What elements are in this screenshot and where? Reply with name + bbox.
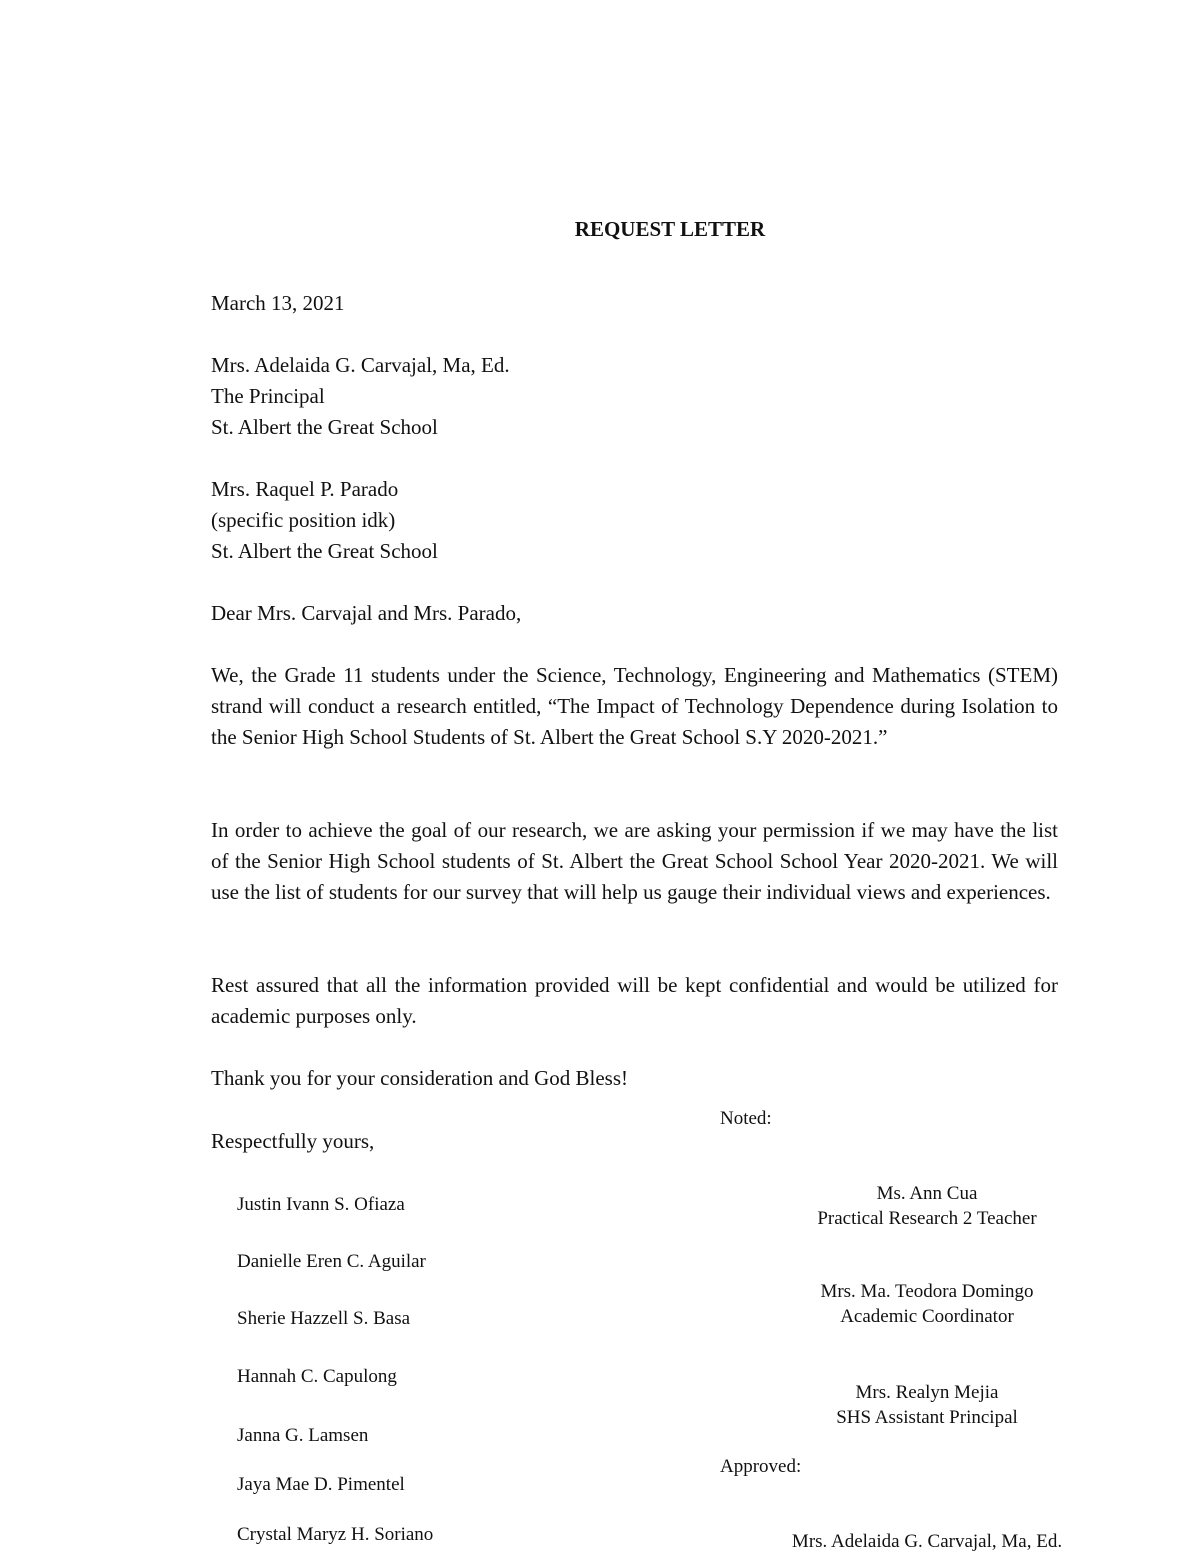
approved-label: Approved: xyxy=(720,1456,802,1477)
noted-signatory xyxy=(780,1181,1074,1231)
recipient-school: St. Albert the Great School xyxy=(211,415,438,439)
recipient-block xyxy=(211,350,510,443)
signatory-position: Practical Research 2 Teacher xyxy=(817,1208,1037,1229)
signer-name: Danielle Eren C. Aguilar xyxy=(237,1251,426,1272)
signer-name: Justin Ivann S. Ofiaza xyxy=(237,1194,405,1215)
thanks-line: Thank you for your consideration and God Bless! xyxy=(211,1066,628,1090)
recipient-position: (specific position idk) xyxy=(211,508,396,532)
recipient-name: Mrs. Raquel P. Parado xyxy=(211,477,399,501)
approved-signatory xyxy=(780,1529,1074,1554)
body-paragraph: We, the Grade 11 students under the Science, Technology, Engineering and Mathematics (STEM) strand will conduct a research entitled, “The Impact of Technology Dependence during Isolation to the Senior High School Students of St. Albert the Great School S.Y 2020-2021.” xyxy=(211,663,1058,749)
signatory-name: Mrs. Realyn Mejia xyxy=(855,1382,999,1403)
signatory-position: Academic Coordinator xyxy=(840,1306,1014,1327)
signatory-position: SHS Assistant Principal xyxy=(836,1407,1018,1428)
signatory-name: Mrs. Adelaida G. Carvajal, Ma, Ed. xyxy=(791,1531,1063,1552)
signer-name: Janna G. Lamsen xyxy=(237,1425,369,1446)
letter-title: REQUEST LETTER xyxy=(574,217,766,241)
recipient-name: Mrs. Adelaida G. Carvajal, Ma, Ed. xyxy=(211,353,510,377)
recipient-block xyxy=(211,474,438,567)
body-paragraph: Rest assured that all the information provided will be kept confidential and would be utilized for academic purposes only. xyxy=(211,973,1058,1028)
signer-name: Jaya Mae D. Pimentel xyxy=(237,1474,405,1495)
noted-signatory xyxy=(780,1380,1074,1430)
recipient-school: St. Albert the Great School xyxy=(211,539,438,563)
signer-name: Hannah C. Capulong xyxy=(237,1366,397,1387)
noted-label: Noted: xyxy=(720,1108,772,1129)
noted-signatory xyxy=(780,1279,1074,1329)
body-paragraph: In order to achieve the goal of our research, we are asking your permission if we may have the list of the Senior High School students of St. Albert the Great School School Year 2020-2021. We will use the list of students for our survey that will help us gauge their individual views and experiences. xyxy=(211,818,1058,904)
recipient-position: The Principal xyxy=(211,384,325,408)
signer-name: Crystal Maryz H. Soriano xyxy=(237,1524,434,1545)
signatory-name: Ms. Ann Cua xyxy=(876,1183,978,1204)
salutation: Dear Mrs. Carvajal and Mrs. Parado, xyxy=(211,601,522,625)
letter-date: March 13, 2021 xyxy=(211,291,345,315)
signer-name: Sherie Hazzell S. Basa xyxy=(237,1308,411,1329)
signatory-name: Mrs. Ma. Teodora Domingo xyxy=(820,1281,1034,1302)
closing: Respectfully yours, xyxy=(211,1129,375,1153)
